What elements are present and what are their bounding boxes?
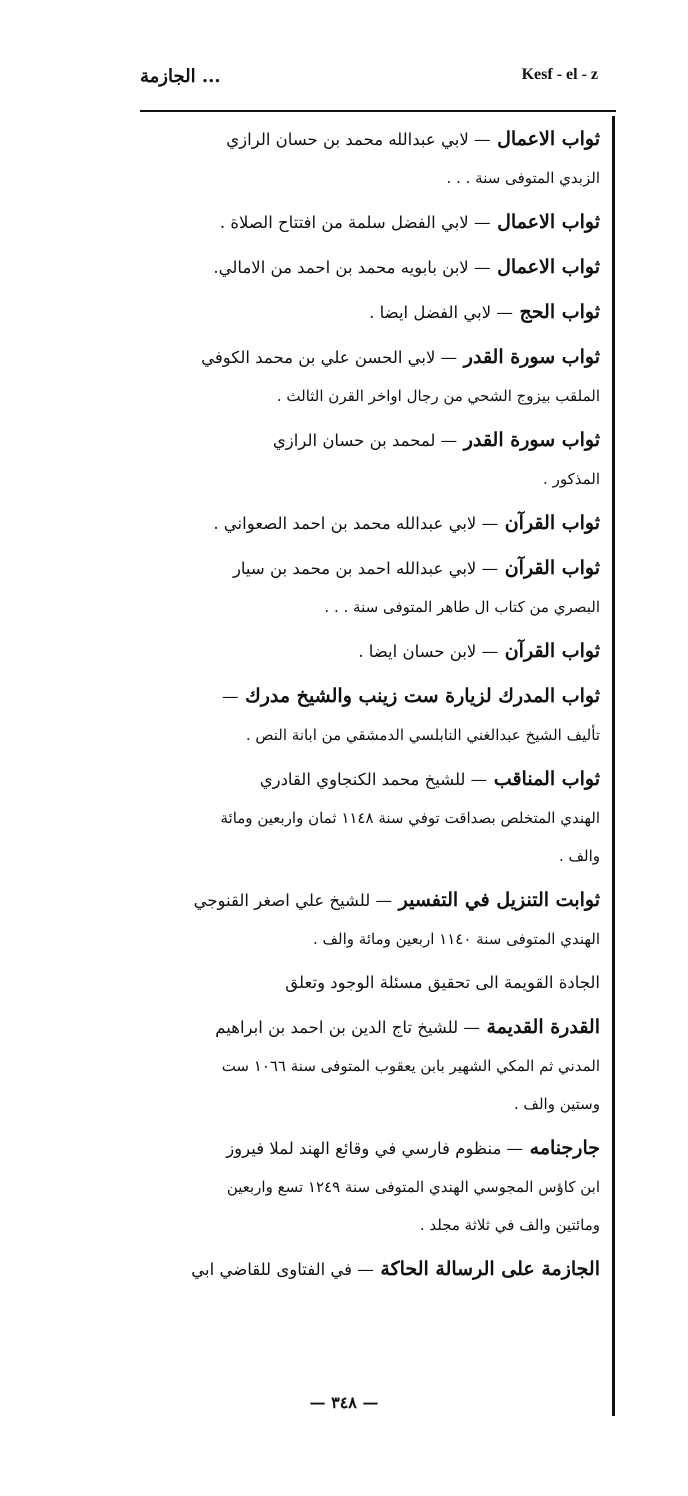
entry-title: الجازمة على الرسالة الحاكة — [373, 1258, 600, 1280]
entry — [140, 338, 600, 415]
entry-line: ابن كاؤس المجوسي الهندي المتوفى سنة ١٢٤٩ تسع واربعين — [226, 1178, 600, 1196]
entry — [140, 248, 600, 287]
running-title: الجازمة ... — [140, 66, 221, 87]
entry — [140, 881, 600, 958]
header-rule — [140, 110, 616, 112]
entry-line: ثواب القرآن — لابي عبدالله محمد بن احمد الصعواني . — [213, 512, 600, 534]
entry-title: جارجنامه — [523, 1137, 600, 1159]
entry-title: ثواب سورة القدر — [457, 346, 600, 368]
entry-list — [140, 120, 600, 1295]
entry — [140, 1008, 600, 1123]
entry-line: ثواب سورة القدر — لابي الحسن علي بن محمد الكوفي — [201, 346, 600, 368]
entry-title: ثواب المناقب — [487, 768, 600, 790]
entry — [140, 632, 600, 671]
entry-line: والف . — [558, 847, 600, 865]
entry-title: ثواب المدرك لزيارة ست زينب والشيخ مدرك — [238, 685, 600, 707]
running-title-latin: Kesf - el - z — [521, 66, 598, 83]
entry-line: الملقب بيزوج الشحي من رجال اواخر القرن الثالث . — [276, 387, 600, 405]
entry-line: ثواب المدرك لزيارة ست زينب والشيخ مدرك — — [221, 685, 600, 707]
entry — [140, 120, 600, 197]
entry-line: الهندي المتخلص بصداقت توفي سنة ١١٤٨ ثمان واربعين ومائة — [220, 809, 600, 827]
entry-line: الجادة القويمة الى تحقيق مسئلة الوجود وتعلق — [285, 973, 600, 992]
entry-line: ثوابت التنزيل في التفسير — للشيخ علي اصغر القنوجي — [193, 889, 600, 911]
entry — [140, 964, 600, 1002]
entry — [140, 203, 600, 242]
page-header — [140, 66, 598, 106]
entry-line: ثواب الاعمال — لابن بابويه محمد بن احمد من الامالي. — [213, 256, 600, 278]
entry-line: الجازمة على الرسالة الحاكة — في الفتاوى للقاضي ابي — [191, 1258, 600, 1280]
entry-title: ثواب سورة القدر — [457, 429, 600, 451]
entry-line: تأليف الشيخ عبدالغني النابلسي الدمشقي من ابانة النص . — [245, 726, 600, 744]
entry-title: ثواب القرآن — [498, 512, 600, 534]
entry-line: ثواب المناقب — للشيخ محمد الكنجاوي القادري — [259, 768, 600, 790]
entry-line: الزبدي المتوفى سنة . . . — [446, 169, 600, 187]
entry — [140, 549, 600, 626]
entry-line: القدرة القديمة — للشيخ تاج الدين بن احمد بن ابراهيم — [215, 1016, 600, 1038]
entry-line: وستين والف . — [513, 1095, 600, 1113]
entry-title: ثواب الاعمال — [490, 256, 600, 278]
entry — [140, 760, 600, 875]
entry-line: المدني ثم المكي الشهير بابن يعقوب المتوفى سنة ١٠٦٦ ست — [221, 1057, 600, 1075]
entry — [140, 293, 600, 332]
entry-line: المذكور . — [543, 470, 600, 488]
entry-line: ومائتين والف في ثلاثة مجلد . — [419, 1216, 600, 1234]
entry-title: ثواب الاعمال — [490, 211, 600, 233]
entry-title: ثوابت التنزيل في التفسير — [392, 889, 600, 911]
entry-line: ثواب الحج — لابي الفضل ايضا . — [369, 301, 600, 323]
entry — [140, 421, 600, 498]
entry — [140, 1129, 600, 1244]
entry — [140, 677, 600, 754]
entry-line: ثواب الاعمال — لابي الفضل سلمة من افتتاح الصلاة . — [219, 211, 600, 233]
entry-line: ثواب القرآن — لابي عبدالله احمد بن محمد بن سيار — [232, 557, 600, 579]
entry-title: ثواب الحج — [512, 301, 600, 323]
entry-line: جارجنامه — منظوم فارسي في وقائع الهند لملا فيروز — [226, 1137, 600, 1159]
entry-line: ثواب سورة القدر — لمحمد بن حسان الرازي — [272, 429, 600, 451]
side-rule — [612, 116, 615, 1416]
entry-line: الهندي المتوفى سنة ١١٤٠ اربعين ومائة والف . — [312, 930, 600, 948]
entry-line: البصري من كتاب ال طاهر المتوفى سنة . . . — [324, 598, 600, 616]
entry-title: ثواب القرآن — [498, 557, 600, 579]
entry — [140, 504, 600, 543]
entry-title: ثواب القرآن — [498, 640, 600, 662]
entry — [140, 1250, 600, 1289]
entry-line: ثواب القرآن — لابن حسان ايضا . — [358, 640, 600, 662]
entry-title: ثواب الاعمال — [490, 128, 600, 150]
entry-title: القدرة القديمة — [479, 1016, 600, 1038]
page-number: — ٣٤٨ — — [309, 1393, 379, 1412]
entry-line: ثواب الاعمال — لابي عبدالله محمد بن حسان الرازي — [226, 128, 600, 150]
